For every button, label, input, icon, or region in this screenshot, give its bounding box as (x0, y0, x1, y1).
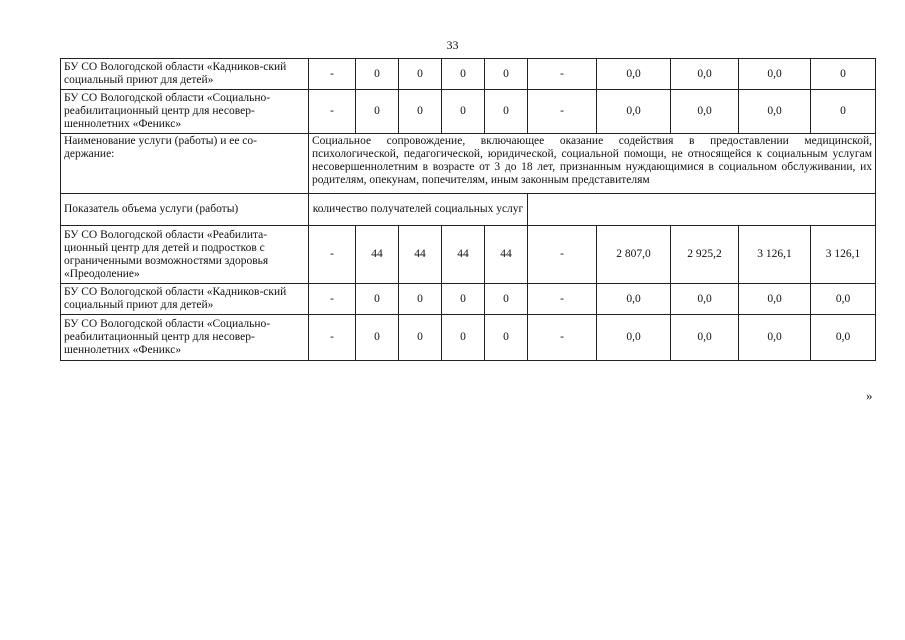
value-cell: 0 (356, 59, 399, 90)
value-cell: 0,0 (739, 59, 811, 90)
value-cell: 44 (356, 226, 399, 284)
value-cell: 0,0 (811, 315, 876, 361)
indicator-row (61, 194, 876, 226)
value-cell: 0,0 (671, 59, 739, 90)
value-cell: - (309, 59, 356, 90)
value-cell: 0,0 (739, 90, 811, 134)
value-cell: 0,0 (597, 90, 671, 134)
value-cell: 0 (485, 59, 528, 90)
org-name-cell: БУ СО Вологодской области «Социально-реабилитационный центр для несовер-шеннолетних «Феникс» (61, 315, 309, 361)
value-cell: - (309, 226, 356, 284)
value-cell: 0 (811, 90, 876, 134)
value-cell: 2 925,2 (671, 226, 739, 284)
value-cell: 0 (442, 90, 485, 134)
value-cell: 0,0 (739, 284, 811, 315)
value-cell: 0,0 (739, 315, 811, 361)
value-cell: 3 126,1 (739, 226, 811, 284)
service-name-label: Наименование услуги (работы) и ее со-держание: (61, 134, 309, 194)
value-cell: 0 (399, 90, 442, 134)
service-description-row (61, 134, 876, 194)
value-cell: - (309, 315, 356, 361)
table-row (61, 226, 876, 284)
page-number: 33 (446, 38, 459, 52)
value-cell: 0,0 (811, 284, 876, 315)
value-cell: 0 (485, 315, 528, 361)
value-cell: 0,0 (597, 315, 671, 361)
value-cell: - (528, 284, 597, 315)
value-cell: 0 (442, 284, 485, 315)
value-cell: 0 (399, 284, 442, 315)
org-name-cell: БУ СО Вологодской области «Кадников-ский социальный приют для детей» (61, 59, 309, 90)
closing-quote-mark: » (866, 388, 873, 403)
value-cell: 0 (356, 315, 399, 361)
value-cell: 0,0 (597, 284, 671, 315)
value-cell: 0 (442, 59, 485, 90)
indicator-empty-cell (528, 194, 876, 226)
value-cell: - (528, 315, 597, 361)
value-cell: 44 (485, 226, 528, 284)
value-cell: 0 (399, 315, 442, 361)
value-cell: - (528, 90, 597, 134)
value-cell: 0 (356, 284, 399, 315)
value-cell: 0,0 (597, 59, 671, 90)
table-row (61, 315, 876, 361)
table-row (61, 284, 876, 315)
org-name-cell: БУ СО Вологодской области «Социально-реабилитационный центр для несовер-шеннолетних «Феникс» (61, 90, 309, 134)
value-cell: - (528, 59, 597, 90)
indicator-unit: количество получателей социальных услуг (309, 194, 528, 226)
value-cell: 0 (399, 59, 442, 90)
org-name-cell: БУ СО Вологодской области «Реабилита-ционный центр для детей и подростков с ограниченными возможностями здоровья «Преодоление» (61, 226, 309, 284)
table-row (61, 90, 876, 134)
value-cell: 0 (485, 284, 528, 315)
value-cell: 0,0 (671, 284, 739, 315)
service-description: Социальное сопровождение, включающее оказание содействия в предоставлении медицинской, психологической, педагогической, юридической, социальной помощи, не относящейся к социальным услугам несовершеннолетним в возрасте от 3 до 18 лет, признанным нуждающимися в социальном обслуживании, их родителям, опекунам, попечителям, иным законным представителям (309, 134, 876, 194)
report-table (60, 58, 876, 361)
indicator-label: Показатель объема услуги (работы) (61, 194, 309, 226)
value-cell: 0,0 (671, 90, 739, 134)
value-cell: 0 (442, 315, 485, 361)
value-cell: - (528, 226, 597, 284)
value-cell: 44 (442, 226, 485, 284)
value-cell: - (309, 90, 356, 134)
org-name-cell: БУ СО Вологодской области «Кадников-ский социальный приют для детей» (61, 284, 309, 315)
value-cell: 2 807,0 (597, 226, 671, 284)
value-cell: 3 126,1 (811, 226, 876, 284)
value-cell: 44 (399, 226, 442, 284)
value-cell: 0 (485, 90, 528, 134)
value-cell: - (309, 284, 356, 315)
value-cell: 0 (811, 59, 876, 90)
value-cell: 0 (356, 90, 399, 134)
table-row (61, 59, 876, 90)
value-cell: 0,0 (671, 315, 739, 361)
